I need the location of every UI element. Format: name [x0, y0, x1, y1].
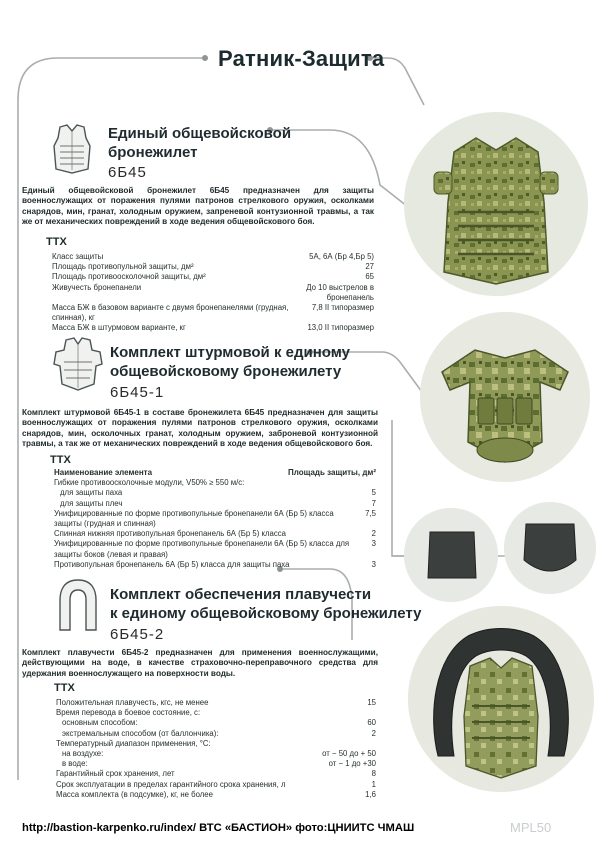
spec-row: Спинная нижняя противопульная бронепанель 6А (Бр 5) класса 2 [54, 529, 376, 539]
section1-description: Единый общевойсковой бронежилет 6Б45 предназначен для защиты военнослужащих от поражения пулями патронов стрелкового оружия, осколками снарядов, мин, гранат, холодным оружием, запреневой контузионной травмы, а так же от механических повреждений в ходе ведения общевойскового боя. [22, 186, 374, 227]
section2-ttx-heading: ТТХ [50, 454, 71, 466]
spec-row: Время перевода в боевое состояние, с: [56, 708, 201, 718]
section1-model: 6Б45 [108, 164, 147, 181]
spec-row: Гарантийный срок хранения, лет 8 [56, 769, 376, 779]
section3-description: Комплект плавучести 6Б45-2 предназначен для применения военнослужащими, действующими на воде, в качестве страховочно-переправочного средства для удержания военнослужащего на поверхности воды. [22, 648, 378, 678]
spec-row: Унифицированные по форме противопульные бронепанели 6А (Бр 5) класса для защиты боков (левая и правая) 3 [54, 539, 376, 559]
section3-ttx-heading: ТТХ [54, 682, 75, 694]
spec-row: Унифицированные по форме противопульные бронепанели 6А (Бр 5) класса защиты (грудная и спинная) 7,5 [54, 508, 376, 529]
section2-model: 6Б45-1 [110, 384, 165, 401]
section1-title: Единый общевойсковой бронежилет [108, 125, 292, 161]
spec-row: основным способом: 60 [62, 718, 376, 728]
photo-6b45-2-flotation [408, 606, 594, 792]
spec-row: Масса БЖ в штурмовом варианте, кг 13,0 II типоразмер [52, 323, 374, 333]
spec-row: в воде: от − 1 до +30 [62, 759, 376, 769]
section2-description: Комплект штурмовой 6Б45-1 в составе бронежилета 6Б45 предназначен для защиты военнослужащих от поражения пулями патронов стрелкового оружия, осколками снарядов, мин, осколочных гранат, холодным оружием, заброневой контузионной травмы, а так же от механических повреждений в ходе ведения общевойскового боя. [22, 408, 378, 449]
spec-row: Срок эксплуатации в пределах гарантийного срока хранения, л 1 [56, 779, 376, 789]
section1-spec-table [52, 252, 374, 334]
vest-icon [48, 124, 96, 174]
spec-row: Гибкие противоосколочные модули, V50% ≥ 550 м/с: [54, 478, 245, 488]
section3-spec-table [56, 698, 376, 800]
spec-row: Температурный диапазон применения, °С: [56, 738, 211, 748]
photo-armor-plate-groin [504, 502, 596, 594]
photo-6b45-vest [404, 112, 588, 296]
spec-row: для защиты паха 5 [60, 488, 376, 498]
section2-spec-table [54, 468, 376, 570]
spec-row: Масса БЖ в базовом варианте с двумя бронепанелями (грудная, спинная), кг 7,8 II типоразмер [52, 303, 374, 323]
assault-kit-icon [52, 336, 104, 392]
spec-row: для защиты плеч 7 [60, 498, 376, 508]
flotation-collar-icon [56, 576, 100, 636]
watermark: MPL50 [510, 820, 552, 835]
section3-model: 6Б45-2 [110, 626, 165, 643]
section1-ttx-heading: ТТХ [46, 236, 67, 248]
spec-row: Масса комплекта (в подсумке), кг, не более 1,6 [56, 789, 376, 799]
spec-row: Противопульная бронепанель 6А (Бр 5) класса для защиты паха 3 [54, 559, 376, 569]
spec-row: на воздухе: от − 50 до + 50 [62, 749, 376, 759]
page-title: Ратник-Защита [218, 46, 385, 71]
section3-title: Комплект обеспечения плавучести к единому общевойсковому бронежилету [110, 586, 422, 622]
photo-6b45-1-kit [420, 312, 590, 482]
spec-row: Положительная плавучесть, кгс, не менее 15 [56, 698, 376, 707]
section2-title: Комплект штурмовой к единому общевойсковому бронежилету [110, 344, 350, 380]
spec-row: Площадь противоосколочной защиты, дм² 65 [52, 272, 374, 282]
source-caption: http://bastion-karpenko.ru/index/ ВТС «БАСТИОН» фото:ЦНИИТС ЧМАШ [22, 822, 415, 834]
spec-row: Класс защиты 5А, 6А (Бр 4,Бр 5) [52, 252, 374, 261]
spec-row: Площадь противопульной защиты, дм² 27 [52, 262, 374, 272]
spec-header-row: Наименование элемента Площадь защиты, дм² [54, 468, 376, 477]
spec-row: экстремальным способом (от баллончика): 2 [62, 728, 376, 738]
spec-row: Живучесть бронепанели До 10 выстрелов в бронепанель [52, 282, 374, 302]
